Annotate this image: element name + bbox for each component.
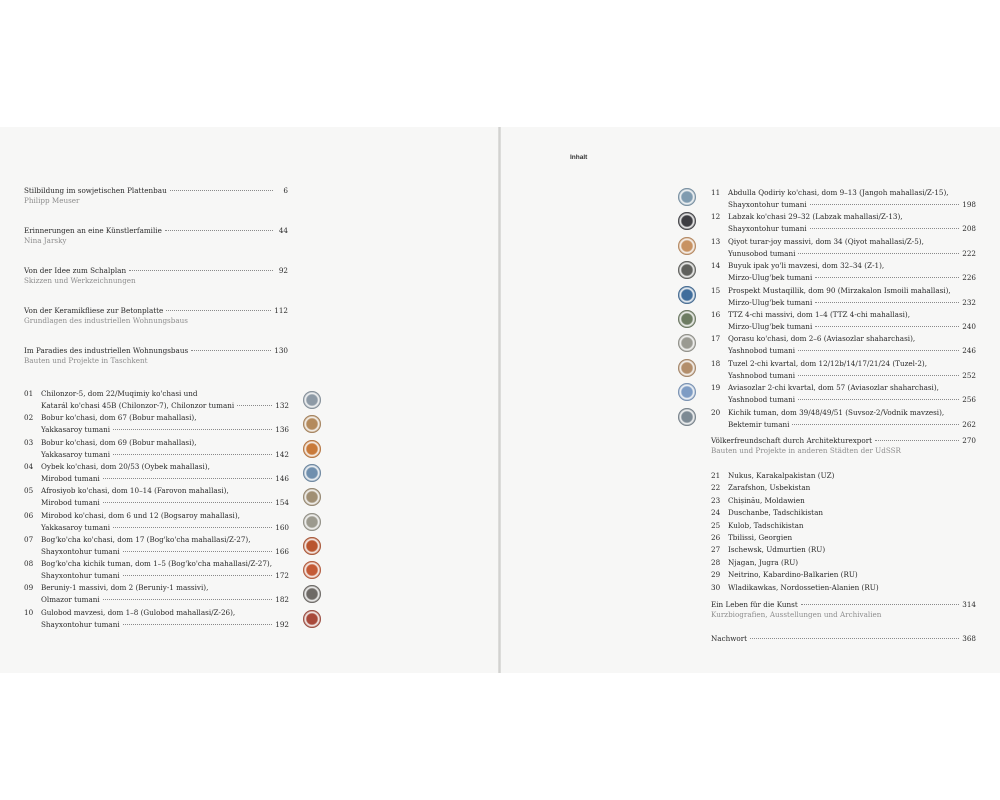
leader-dots <box>123 551 273 552</box>
entry-number: 01 <box>24 389 34 398</box>
entry-page: 232 <box>962 297 976 307</box>
entry-number: 08 <box>24 559 34 569</box>
toc-entry[interactable] <box>711 407 976 431</box>
entry-district-line <box>41 546 289 558</box>
leader-dots <box>810 228 960 229</box>
city-item[interactable] <box>711 532 792 544</box>
section-title: Nachwort <box>711 634 748 643</box>
city-name: Neitrino, Kabardino-Balkarien (RU) <box>728 570 858 580</box>
section-title: Stilbildung im sowjetischen Plattenbau <box>24 186 167 195</box>
section-page: 270 <box>962 436 976 445</box>
entry-district: Yakkasaroy tumani <box>41 522 111 532</box>
section-page: 92 <box>278 266 288 275</box>
toc-entry[interactable] <box>24 558 289 582</box>
entry-title: TTZ 4-chi massivi, dom 1–4 (TTZ 4-chi mahallasi), <box>728 310 911 319</box>
entry-number: 13 <box>711 236 721 246</box>
leader-dots <box>113 454 272 455</box>
section-subtitle: Nina Jarsky <box>24 236 67 245</box>
entry-district: Yunusobod tumani <box>728 248 796 258</box>
city-item[interactable] <box>711 507 823 519</box>
city-number: 24 <box>711 508 721 518</box>
city-item[interactable] <box>711 520 804 532</box>
entry-district: Mirobod tumani <box>41 498 100 508</box>
entry-title: Beruniy-1 massivi, dom 2 (Beruniy-1 massivi), <box>41 583 209 593</box>
toc-entry[interactable] <box>711 211 976 235</box>
city-name: Wladikawkas, Nordossetien-Alanien (RU) <box>728 582 879 592</box>
entry-thumbnail[interactable] <box>678 310 696 328</box>
entry-page: 192 <box>275 619 289 629</box>
entry-page: 132 <box>275 401 289 410</box>
entry-thumbnail[interactable] <box>303 391 321 409</box>
entry-page: 262 <box>962 419 976 429</box>
entry-title: Labzak ko'chasi 29–32 (Labzak mahallasi/Z-13), <box>728 212 903 222</box>
section-subtitle: Bauten und Projekte in Taschkent <box>24 356 148 365</box>
city-item[interactable] <box>711 482 810 494</box>
toc-section[interactable] <box>24 346 288 366</box>
section-subtitle: Skizzen und Werkzeichnungen <box>24 276 136 285</box>
toc-entry[interactable] <box>711 260 976 284</box>
entry-district: Yashnobod tumani <box>728 346 796 356</box>
entry-thumbnail[interactable] <box>303 464 321 482</box>
entry-number: 15 <box>711 285 721 295</box>
entry-thumbnail[interactable] <box>303 440 321 458</box>
entry-page: 182 <box>275 595 289 605</box>
entry-page: 222 <box>962 248 976 258</box>
entry-district: Shayxontohur tumani <box>41 546 120 556</box>
entry-district: Mirzo-Ulug'bek tumani <box>728 322 813 331</box>
section-page: 112 <box>274 306 288 315</box>
entry-district-line <box>41 619 289 631</box>
leader-dots <box>798 253 959 254</box>
section-title: Von der Keramikfliese zur Betonplatte <box>24 306 164 315</box>
entry-district-line <box>728 248 976 260</box>
entry-title: Abdulla Qodiriy ko'chasi, dom 9–13 (Jangoh mahallasi/Z-15), <box>728 188 949 197</box>
entry-thumbnail[interactable] <box>678 188 696 206</box>
leader-dots <box>792 424 959 425</box>
entry-number: 10 <box>24 607 34 617</box>
leader-dots <box>798 350 959 351</box>
leader-dots <box>123 624 273 625</box>
entry-title: Chilonzor-5, dom 22/Muqimiy ko'chasi und <box>41 389 198 398</box>
city-number: 27 <box>711 545 721 555</box>
entry-district: Mirobod tumani <box>41 473 100 483</box>
leader-dots <box>129 270 273 271</box>
entry-number: 06 <box>24 510 34 520</box>
entry-page: 240 <box>962 322 976 331</box>
city-item[interactable] <box>711 544 825 556</box>
city-number: 29 <box>711 570 721 580</box>
entry-page: 256 <box>962 395 976 405</box>
toc-entry[interactable] <box>24 412 289 436</box>
leader-dots <box>815 326 959 327</box>
entry-page: 160 <box>275 522 289 532</box>
leader-dots <box>798 375 959 376</box>
leader-dots <box>750 638 959 639</box>
toc-entry[interactable] <box>24 388 289 412</box>
entry-district-line <box>728 223 976 235</box>
city-item[interactable] <box>711 495 805 507</box>
city-number: 22 <box>711 483 721 493</box>
toc-section-udssr[interactable] <box>711 436 976 456</box>
section-title: Ein Leben für die Kunst <box>711 600 798 609</box>
entry-page: 252 <box>962 370 976 380</box>
toc-entry[interactable] <box>711 309 976 333</box>
entry-title: Mirobod ko'chasi, dom 6 und 12 (Bogsaroy mahallasi), <box>41 510 240 520</box>
toc-entry[interactable] <box>24 461 289 485</box>
city-item[interactable] <box>711 470 834 482</box>
leader-dots <box>165 230 273 231</box>
entry-district: Yakkasaroy tumani <box>41 425 111 435</box>
entry-title: Aviasozlar 2-chi kvartal, dom 57 (Aviasozlar shaharchasi), <box>728 383 939 393</box>
leader-dots <box>798 399 959 400</box>
entry-district-line <box>728 199 976 211</box>
city-number: 21 <box>711 471 721 480</box>
entry-page: 146 <box>275 473 289 483</box>
entry-district-line <box>41 570 289 582</box>
entry-district: Shayxontohur tumani <box>728 200 807 209</box>
leader-dots <box>191 350 271 351</box>
city-number: 23 <box>711 495 721 505</box>
entry-thumbnail[interactable] <box>303 513 321 531</box>
leader-dots <box>875 440 959 441</box>
section-subtitle: Bauten und Projekte in anderen Städten der UdSSR <box>711 446 901 455</box>
entry-title: Bog'ko'cha kichik tuman, dom 1–5 (Bog'ko'cha mahallasi/Z-27), <box>41 559 273 569</box>
leader-dots <box>815 277 959 278</box>
entry-number: 14 <box>711 261 721 271</box>
leader-dots <box>170 190 273 191</box>
city-number: 25 <box>711 520 721 530</box>
entry-number: 11 <box>711 188 721 197</box>
city-item[interactable] <box>711 582 879 594</box>
section-page: 6 <box>283 186 288 195</box>
city-name: Tbilissi, Georgien <box>728 533 793 542</box>
entry-district-line <box>41 473 289 485</box>
entry-title: Oybek ko'chasi, dom 20/53 (Oybek mahallasi), <box>41 461 210 471</box>
entry-district: Katarál ko'chasi 45B (Chilonzor-7), Chilonzor tumani <box>41 401 235 410</box>
entry-number: 17 <box>711 334 721 344</box>
entry-title: Prospekt Mustaqillik, dom 90 (Mirzakalon Ismoili mahallasi), <box>728 285 951 295</box>
entry-thumbnail[interactable] <box>678 286 696 304</box>
leader-dots <box>166 310 271 311</box>
entry-number: 20 <box>711 407 721 417</box>
entry-page: 142 <box>275 449 289 459</box>
city-item[interactable] <box>711 557 798 569</box>
entry-district-line <box>41 400 289 412</box>
leader-dots <box>103 478 273 479</box>
entry-district: Yashnobod tumani <box>728 370 796 380</box>
toc-entry[interactable] <box>24 534 289 558</box>
city-number: 26 <box>711 533 721 542</box>
toc-entry[interactable] <box>711 358 976 382</box>
entry-title: Buyuk ipak yo'li mavzesi, dom 32–34 (Z-1), <box>728 261 885 271</box>
toc-entry[interactable] <box>711 333 976 357</box>
entry-thumbnail[interactable] <box>678 237 696 255</box>
section-title: Im Paradies des industriellen Wohnungsbaus <box>24 346 189 355</box>
leader-dots <box>801 604 960 605</box>
entry-title: Qiyot turar-joy massivi, dom 34 (Qiyot mahallasi/Z-5), <box>728 236 924 246</box>
entry-number: 16 <box>711 310 721 319</box>
toc-entry[interactable] <box>711 187 976 211</box>
toc-section-life[interactable] <box>711 600 976 620</box>
entry-thumbnail[interactable] <box>678 359 696 377</box>
toc-section[interactable] <box>24 186 288 206</box>
entry-page: 154 <box>275 498 289 508</box>
toc-entry[interactable] <box>24 510 289 534</box>
leader-dots <box>237 405 272 406</box>
entry-district: Mirzo-Ulug'bek tumani <box>728 273 813 283</box>
entry-district-line <box>728 394 976 406</box>
leader-dots <box>123 575 273 576</box>
section-subtitle: Grundlagen des industriellen Wohnungsbaus <box>24 316 188 325</box>
entry-number: 12 <box>711 212 721 222</box>
toc-entry[interactable] <box>711 285 976 309</box>
city-number: 28 <box>711 557 721 567</box>
city-item[interactable] <box>711 569 858 581</box>
leader-dots <box>113 429 272 430</box>
entry-title: Afrosiyob ko'chasi, dom 10–14 (Farovon mahallasi), <box>41 486 229 496</box>
entry-number: 05 <box>24 486 34 496</box>
city-name: Njagan, Jugra (RU) <box>728 557 799 567</box>
entry-number: 18 <box>711 358 721 368</box>
entry-thumbnail[interactable] <box>303 610 321 628</box>
entry-number: 19 <box>711 383 721 393</box>
section-title: Völkerfreundschaft durch Architekturexport <box>711 436 873 445</box>
toc-section[interactable] <box>24 266 288 286</box>
entry-district: Shayxontohur tumani <box>41 619 120 629</box>
entry-district-line <box>41 424 289 436</box>
toc-entry[interactable] <box>711 236 976 260</box>
section-page: 314 <box>962 600 976 609</box>
toc-section[interactable] <box>24 226 288 246</box>
city-number: 30 <box>711 582 721 592</box>
toc-section-nachwort[interactable] <box>711 634 976 644</box>
entry-number: 09 <box>24 583 34 593</box>
entry-district-line <box>728 321 976 333</box>
entry-district-line <box>728 419 976 431</box>
entry-title: Bobur ko'chasi, dom 69 (Bobur mahallasi), <box>41 437 197 447</box>
entry-title: Kichik tuman, dom 39/48/49/51 (Suvsoz-2/Vodnik mavzesi), <box>728 407 945 417</box>
entry-page: 136 <box>275 425 289 435</box>
entry-thumbnail[interactable] <box>303 561 321 579</box>
entry-page: 226 <box>962 273 976 283</box>
section-subtitle: Kurzbiografien, Ausstellungen und Archivalien <box>711 610 882 619</box>
entry-district-line <box>41 594 289 606</box>
leader-dots <box>113 527 272 528</box>
entry-district: Olmazor tumani <box>41 595 100 605</box>
entry-title: Qorasu ko'chasi, dom 2–6 (Aviasozlar shaharchasi), <box>728 334 916 344</box>
city-name: Ischewsk, Udmurtien (RU) <box>728 545 826 555</box>
entry-district: Shayxontohur tumani <box>728 224 807 234</box>
entry-title: Gulobod mavzesi, dom 1–8 (Gulobod mahallasi/Z-26), <box>41 607 236 617</box>
entry-number: 02 <box>24 413 34 423</box>
section-subtitle: Philipp Meuser <box>24 196 80 205</box>
section-page: 44 <box>278 226 288 235</box>
entry-district-line <box>728 345 976 357</box>
toc-entry[interactable] <box>24 437 289 461</box>
city-name: Chișinău, Moldawien <box>728 495 805 505</box>
entry-thumbnail[interactable] <box>303 537 321 555</box>
entry-district-line <box>41 449 289 461</box>
toc-entry[interactable] <box>24 582 289 606</box>
leader-dots <box>810 204 960 205</box>
entry-page: 208 <box>962 224 976 234</box>
city-name: Duschanbe, Tadschikistan <box>728 508 823 518</box>
toc-entry[interactable] <box>24 485 289 509</box>
city-name: Nukus, Karakalpakistan (UZ) <box>728 471 835 480</box>
toc-entry[interactable] <box>711 382 976 406</box>
entry-district: Mirzo-Ulug'bek tumani <box>728 297 813 307</box>
leader-dots <box>103 599 273 600</box>
entry-district: Yashnobod tumani <box>728 395 796 405</box>
entry-number: 03 <box>24 437 34 447</box>
section-title: Von der Idee zum Schalplan <box>24 266 127 275</box>
entry-number: 07 <box>24 534 34 544</box>
entry-page: 246 <box>962 346 976 356</box>
entry-page: 166 <box>275 546 289 556</box>
contents-label: Inhalt <box>570 154 588 161</box>
leader-dots <box>103 502 273 503</box>
toc-section[interactable] <box>24 306 288 326</box>
section-title: Erinnerungen an eine Künstlerfamilie <box>24 226 162 235</box>
entry-district: Shayxontohur tumani <box>41 571 120 581</box>
entry-number: 04 <box>24 461 34 471</box>
section-page: 130 <box>274 346 288 355</box>
entry-title: Tuzel 2-chi kvartal, dom 12/12b/14/17/21/24 (Tuzel-2), <box>728 358 928 368</box>
entry-page: 198 <box>962 200 976 209</box>
city-name: Zarafshon, Usbekistan <box>728 483 811 493</box>
city-name: Kulob, Tadschikistan <box>728 520 804 530</box>
leader-dots <box>815 302 959 303</box>
entry-district-line <box>41 522 289 534</box>
entry-thumbnail[interactable] <box>678 408 696 426</box>
entry-district: Yakkasaroy tumani <box>41 449 111 459</box>
entry-district-line <box>728 297 976 309</box>
entry-district-line <box>41 497 289 509</box>
entry-page: 172 <box>275 571 289 581</box>
entry-district: Bektemir tumani <box>728 419 790 429</box>
entry-district-line <box>728 272 976 284</box>
toc-entry[interactable] <box>24 607 289 631</box>
entry-title: Bobur ko'chasi, dom 67 (Bobur mahallasi), <box>41 413 197 423</box>
entry-district-line <box>728 370 976 382</box>
entry-title: Bog'ko'cha ko'chasi, dom 17 (Bog'ko'cha mahallasi/Z-27), <box>41 534 251 544</box>
section-page: 368 <box>962 634 976 643</box>
